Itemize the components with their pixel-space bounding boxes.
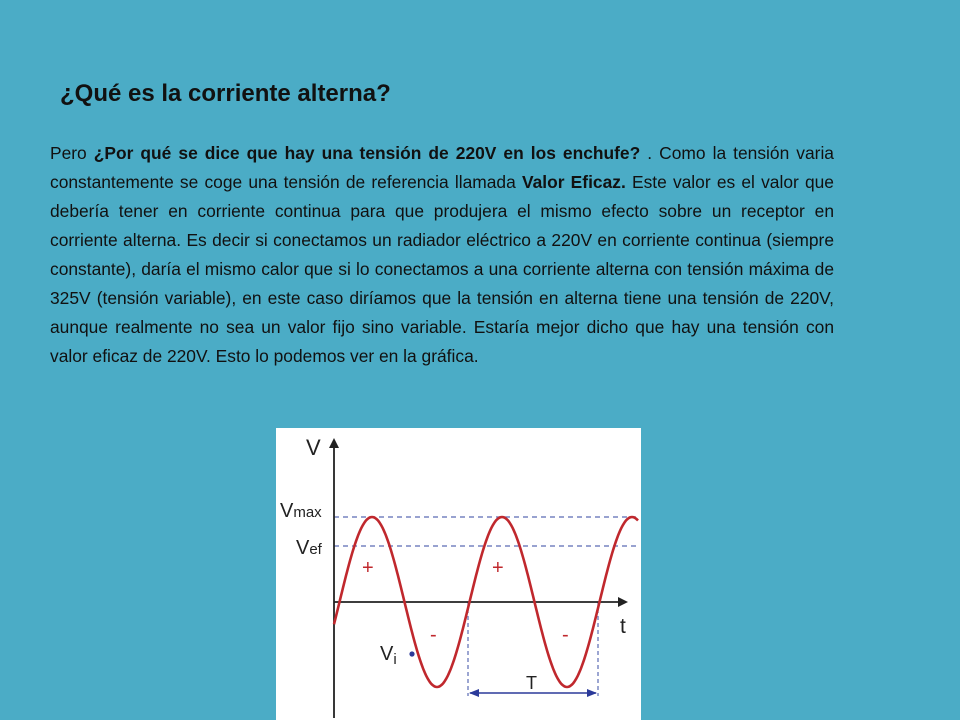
slide-body-text (50, 139, 834, 371)
body-term: Valor Eficaz. (521, 172, 626, 192)
slide-title: ¿Qué es la corriente alterna? (60, 80, 391, 107)
body-question: ¿Por qué se dice que hay una tensión de 220V en los enchufe? (93, 143, 648, 163)
negative-sign-1: - (430, 624, 437, 646)
body-part2: Este valor es el valor que debería tener en corriente continua para que produjera el mismo efecto sobre un receptor en corriente alterna. Es decir si conectamos un radiador eléctrico a 220V en corriente continua (siempre constante), daría el mismo calor que si lo conectamos a una corriente alterna con tensión máxima de 325V (tensión variable), en este caso diríamos que la tensión en alterna tiene una tensión de 220V, aunque realmente no sea un valor fijo sino variable. Estaría mejor dicho que hay una tensión con valor eficaz de 220V. Esto lo podemos ver en la gráfica. (50, 172, 834, 366)
ac-voltage-diagram (276, 428, 641, 720)
vmax-label-main: V (280, 500, 294, 522)
period-label: T (526, 673, 537, 693)
vmax-label-sub: max (293, 504, 322, 521)
vef-label-main: V (296, 537, 310, 559)
vef-label (296, 537, 323, 559)
negative-sign-2: - (562, 624, 569, 646)
vef-label-sub: ef (309, 541, 322, 558)
body-part1: . Como la tensión varia constantemente se coge una tensión de referencia llamada (50, 143, 834, 192)
y-axis-label: V (306, 435, 321, 460)
vi-label (380, 643, 397, 668)
positive-sign-1: + (362, 557, 374, 579)
vi-point (409, 651, 414, 656)
vmax-label (280, 500, 322, 522)
x-axis-label: t (620, 615, 626, 638)
vi-label-sub: i (393, 651, 397, 668)
vi-label-main: V (380, 643, 394, 665)
body-intro: Pero (50, 143, 94, 163)
positive-sign-2: + (492, 557, 504, 579)
diagram-svg (276, 428, 641, 720)
